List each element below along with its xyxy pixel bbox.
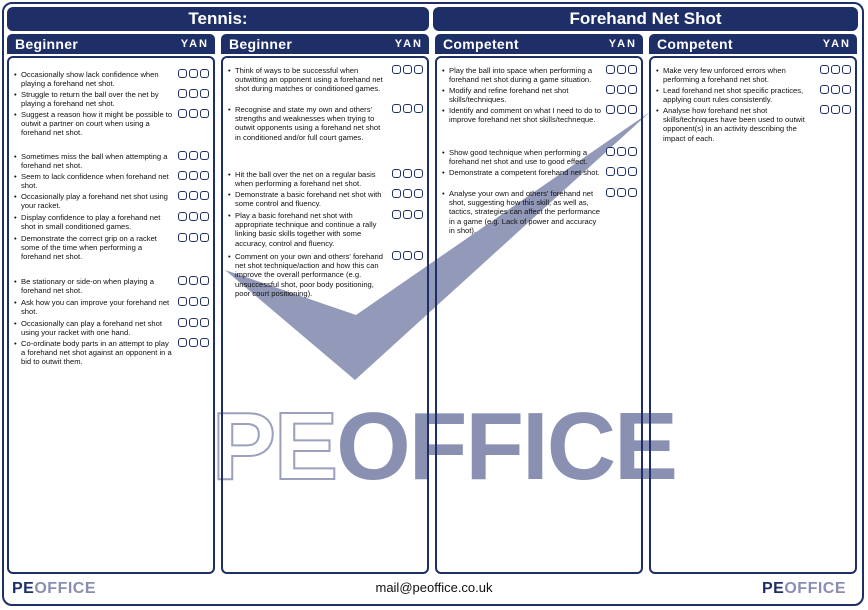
criteria-column-4 — [649, 34, 857, 143]
almost-checkbox[interactable] — [617, 105, 626, 114]
not-yet-checkbox[interactable] — [200, 212, 209, 221]
not-yet-checkbox[interactable] — [200, 233, 209, 242]
yan-checkboxes — [178, 89, 209, 98]
yes-checkbox[interactable] — [392, 104, 401, 113]
not-yet-checkbox[interactable] — [414, 189, 423, 198]
yan-checkboxes — [606, 105, 637, 114]
not-yet-checkbox[interactable] — [414, 251, 423, 260]
yes-checkbox[interactable] — [606, 188, 615, 197]
almost-checkbox[interactable] — [617, 167, 626, 176]
almost-checkbox[interactable] — [403, 210, 412, 219]
level-label: Beginner — [15, 36, 79, 52]
yan-checkboxes — [178, 69, 209, 78]
not-yet-checkbox[interactable] — [628, 167, 637, 176]
almost-checkbox[interactable] — [189, 151, 198, 160]
yan-label: YAN — [394, 38, 423, 50]
yan-checkboxes — [820, 105, 851, 114]
not-yet-checkbox[interactable] — [414, 210, 423, 219]
criterion-text: • Modify and refine forehand net shot skills/techniques. — [442, 86, 602, 104]
almost-checkbox[interactable] — [189, 233, 198, 242]
almost-checkbox[interactable] — [831, 65, 840, 74]
almost-checkbox[interactable] — [189, 109, 198, 118]
almost-checkbox[interactable] — [189, 89, 198, 98]
criterion-text: • Seem to lack confidence when forehand net shot. — [14, 172, 174, 190]
yes-checkbox[interactable] — [178, 89, 187, 98]
criterion-text: • Show good technique when performing a forehand net shot and use to good effect. — [442, 148, 602, 166]
almost-checkbox[interactable] — [189, 69, 198, 78]
yan-checkboxes — [606, 85, 637, 94]
yan-checkboxes — [392, 189, 423, 198]
yes-checkbox[interactable] — [392, 210, 401, 219]
column-body — [221, 56, 429, 574]
criterion-text: • Analyse your own and others' forehand net shot, suggesting how this skill, as well as, tactics, strategies can affect the performance in a game (e.g. Lack of power and accuracy in shot). — [442, 189, 602, 235]
criterion-text: • Think of ways to be successful when outwitting an opponent using a forehand net shot during matches or conditioned games. — [228, 66, 388, 94]
yes-checkbox[interactable] — [178, 69, 187, 78]
criterion-text: • Display confidence to play a forehand net shot in small conditioned games. — [14, 213, 174, 231]
yes-checkbox[interactable] — [178, 171, 187, 180]
yes-checkbox[interactable] — [178, 233, 187, 242]
criterion-text: • Identify and comment on what I need to do to improve forehand net shot skills/techneque. — [442, 106, 602, 124]
yan-checkboxes — [178, 233, 209, 242]
yan-checkboxes — [178, 171, 209, 180]
yes-checkbox[interactable] — [178, 338, 187, 347]
yes-checkbox[interactable] — [392, 65, 401, 74]
column-header — [435, 34, 643, 54]
not-yet-checkbox[interactable] — [200, 338, 209, 347]
yes-checkbox[interactable] — [820, 105, 829, 114]
yan-checkboxes — [178, 191, 209, 200]
level-label: Beginner — [229, 36, 293, 52]
yan-checkboxes — [606, 167, 637, 176]
criterion-text: • Ask how you can improve your forehand net shot. — [14, 298, 174, 316]
yes-checkbox[interactable] — [178, 297, 187, 306]
sport-title: Tennis: — [7, 7, 429, 31]
not-yet-checkbox[interactable] — [842, 85, 851, 94]
criterion-text: • Play a basic forehand net shot with appropriate technique and continue a rally linking basic skills together with some accuracy, control and fluency. — [228, 211, 388, 248]
criterion-text: • Hit the ball over the net on a regular basis when performing a forehand net shot. — [228, 170, 388, 188]
almost-checkbox[interactable] — [403, 189, 412, 198]
yan-checkboxes — [392, 210, 423, 219]
yan-checkboxes — [178, 297, 209, 306]
criterion-text: • Demonstrate a basic forehand net shot with some control and fluency. — [228, 190, 388, 208]
column-body — [435, 56, 643, 574]
criterion-text: • Analyse how forehand net shot skills/techniques have been used to outwit opponent(s) in an activity describing the impact of each. — [656, 106, 816, 143]
almost-checkbox[interactable] — [617, 188, 626, 197]
criterion-text: • Occasionally play a forehand net shot using your racket. — [14, 192, 174, 210]
logo-office: OFFICE — [784, 580, 847, 597]
almost-checkbox[interactable] — [617, 85, 626, 94]
yan-checkboxes — [606, 65, 637, 74]
almost-checkbox[interactable] — [403, 169, 412, 178]
not-yet-checkbox[interactable] — [200, 89, 209, 98]
level-label: Competent — [657, 36, 733, 52]
level-label: Competent — [443, 36, 519, 52]
footer-logo-left — [12, 580, 96, 598]
yes-checkbox[interactable] — [178, 318, 187, 327]
almost-checkbox[interactable] — [189, 338, 198, 347]
logo-office: OFFICE — [34, 580, 97, 597]
footer-logo-right — [762, 580, 846, 598]
yan-checkboxes — [392, 169, 423, 178]
almost-checkbox[interactable] — [831, 85, 840, 94]
criterion-text: • Sometimes miss the ball when attempting a forehand net shot. — [14, 152, 174, 170]
not-yet-checkbox[interactable] — [200, 151, 209, 160]
criterion-text: • Recognise and state my own and others' strengths and weaknesses when trying to outwit opponents using a forehand net shot in conditioned and/or full court games. — [228, 105, 388, 142]
almost-checkbox[interactable] — [189, 191, 198, 200]
yes-checkbox[interactable] — [606, 105, 615, 114]
column-header — [7, 34, 215, 54]
not-yet-checkbox[interactable] — [628, 147, 637, 156]
yes-checkbox[interactable] — [606, 85, 615, 94]
almost-checkbox[interactable] — [189, 276, 198, 285]
not-yet-checkbox[interactable] — [200, 191, 209, 200]
criterion-text: • Struggle to return the ball over the net by playing a forehand net shot. — [14, 90, 174, 108]
column-header — [221, 34, 429, 54]
almost-checkbox[interactable] — [403, 104, 412, 113]
criterion-text: • Demonstrate a competent forehand net shot. — [442, 168, 602, 177]
almost-checkbox[interactable] — [189, 171, 198, 180]
criterion-text: • Lead forehand net shot specific practices, applying court rules consistently. — [656, 86, 816, 104]
column-header — [649, 34, 857, 54]
criterion-text: • Comment on your own and others' forehand net shot technique/action and how this can improve the overall performance (e.g. unsuccessful shot, poor body positioning, poor court positioning). — [228, 252, 388, 298]
not-yet-checkbox[interactable] — [200, 297, 209, 306]
yan-checkboxes — [820, 65, 851, 74]
not-yet-checkbox[interactable] — [200, 109, 209, 118]
not-yet-checkbox[interactable] — [200, 171, 209, 180]
criteria-column-3 — [435, 34, 643, 235]
almost-checkbox[interactable] — [189, 212, 198, 221]
almost-checkbox[interactable] — [189, 318, 198, 327]
yes-checkbox[interactable] — [392, 189, 401, 198]
yan-checkboxes — [178, 276, 209, 285]
not-yet-checkbox[interactable] — [200, 69, 209, 78]
not-yet-checkbox[interactable] — [414, 169, 423, 178]
column-body — [649, 56, 857, 574]
not-yet-checkbox[interactable] — [628, 85, 637, 94]
yan-checkboxes — [606, 188, 637, 197]
watermark-office: OFFICE — [336, 393, 677, 500]
yes-checkbox[interactable] — [820, 85, 829, 94]
almost-checkbox[interactable] — [617, 65, 626, 74]
not-yet-checkbox[interactable] — [842, 105, 851, 114]
yes-checkbox[interactable] — [178, 151, 187, 160]
column-body — [7, 56, 215, 574]
not-yet-checkbox[interactable] — [200, 276, 209, 285]
yes-checkbox[interactable] — [606, 147, 615, 156]
yan-checkboxes — [178, 318, 209, 327]
yes-checkbox[interactable] — [392, 251, 401, 260]
almost-checkbox[interactable] — [403, 65, 412, 74]
almost-checkbox[interactable] — [189, 297, 198, 306]
yan-label: YAN — [608, 38, 637, 50]
criterion-text: • Suggest a reason how it might be possible to outwit a partner on court when using a forehand net shot. — [14, 110, 174, 138]
not-yet-checkbox[interactable] — [414, 104, 423, 113]
not-yet-checkbox[interactable] — [414, 65, 423, 74]
criterion-text: • Be stationary or side-on when playing a forehand net shot. — [14, 277, 174, 295]
not-yet-checkbox[interactable] — [628, 65, 637, 74]
criterion-text: • Occasionally can play a forehand net shot using your racket with one hand. — [14, 319, 174, 337]
yan-label: YAN — [180, 38, 209, 50]
yes-checkbox[interactable] — [606, 167, 615, 176]
criterion-text: • Occasionally show lack confidence when playing a forehand net shot. — [14, 70, 174, 88]
not-yet-checkbox[interactable] — [628, 188, 637, 197]
yan-checkboxes — [606, 147, 637, 156]
yes-checkbox[interactable] — [820, 65, 829, 74]
watermark-pe: PE — [212, 393, 337, 500]
yan-checkboxes — [392, 251, 423, 260]
yan-checkboxes — [820, 85, 851, 94]
skill-title: Forehand Net Shot — [433, 7, 858, 31]
yan-checkboxes — [178, 338, 209, 347]
criteria-column-2 — [221, 34, 429, 298]
almost-checkbox[interactable] — [617, 147, 626, 156]
logo-pe: PE — [762, 580, 785, 597]
yan-checkboxes — [392, 65, 423, 74]
yes-checkbox[interactable] — [178, 276, 187, 285]
yan-checkboxes — [178, 151, 209, 160]
yes-checkbox[interactable] — [178, 191, 187, 200]
almost-checkbox[interactable] — [831, 105, 840, 114]
criterion-text: • Demonstrate the correct grip on a racket some of the time when performing a forehand net shot. — [14, 234, 174, 262]
criterion-text: • Co-ordinate body parts in an attempt to play a forehand net shot against an opponent in a bid to outwit them. — [14, 339, 174, 367]
criterion-text: • Play the ball into space when performing a forehand net shot during a game situation. — [442, 66, 602, 84]
yes-checkbox[interactable] — [606, 65, 615, 74]
criteria-column-1 — [7, 34, 215, 367]
yan-checkboxes — [392, 104, 423, 113]
yan-label: YAN — [822, 38, 851, 50]
footer-email[interactable]: mail@peoffice.co.uk — [375, 580, 493, 595]
yes-checkbox[interactable] — [178, 212, 187, 221]
not-yet-checkbox[interactable] — [628, 105, 637, 114]
criterion-text: • Make very few unforced errors when performing a forehand net shot. — [656, 66, 816, 84]
almost-checkbox[interactable] — [403, 251, 412, 260]
logo-pe: PE — [12, 580, 35, 597]
yes-checkbox[interactable] — [178, 109, 187, 118]
not-yet-checkbox[interactable] — [842, 65, 851, 74]
not-yet-checkbox[interactable] — [200, 318, 209, 327]
yan-checkboxes — [178, 212, 209, 221]
yan-checkboxes — [178, 109, 209, 118]
yes-checkbox[interactable] — [392, 169, 401, 178]
